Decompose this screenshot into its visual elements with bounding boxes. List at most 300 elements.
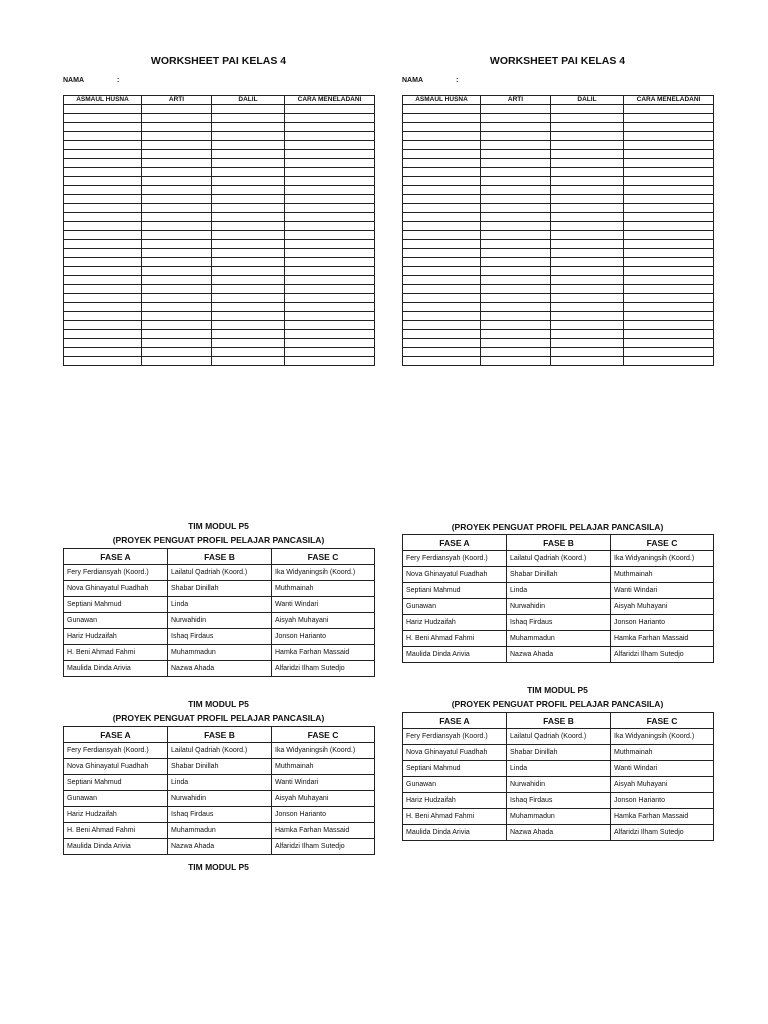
- table-cell[interactable]: [551, 132, 624, 141]
- table-cell[interactable]: [624, 312, 714, 321]
- table-cell[interactable]: [64, 141, 142, 150]
- table-cell[interactable]: [403, 267, 481, 276]
- table-cell[interactable]: [212, 123, 285, 132]
- table-cell[interactable]: [481, 168, 551, 177]
- table-cell[interactable]: [403, 240, 481, 249]
- table-cell[interactable]: [285, 105, 375, 114]
- table-cell[interactable]: [212, 267, 285, 276]
- table-cell[interactable]: [481, 357, 551, 366]
- table-cell[interactable]: [212, 132, 285, 141]
- table-cell[interactable]: [142, 168, 212, 177]
- table-cell[interactable]: [64, 123, 142, 132]
- table-cell[interactable]: [142, 222, 212, 231]
- table-cell[interactable]: [481, 150, 551, 159]
- table-cell[interactable]: [551, 258, 624, 267]
- member-name: Muthmainah: [611, 745, 714, 761]
- table-cell[interactable]: [64, 357, 142, 366]
- table-cell[interactable]: [551, 222, 624, 231]
- table-cell[interactable]: [142, 240, 212, 249]
- table-cell[interactable]: [64, 249, 142, 258]
- table-cell[interactable]: [142, 114, 212, 123]
- table-row: [64, 339, 375, 348]
- table-cell[interactable]: [481, 267, 551, 276]
- table-cell[interactable]: [212, 195, 285, 204]
- table-cell[interactable]: [551, 177, 624, 186]
- table-row: [403, 195, 714, 204]
- table-row: [64, 743, 375, 759]
- table-cell[interactable]: [212, 213, 285, 222]
- table-cell[interactable]: [481, 231, 551, 240]
- table-row: [64, 141, 375, 150]
- table-cell[interactable]: [403, 321, 481, 330]
- table-cell[interactable]: [142, 177, 212, 186]
- table-cell[interactable]: [624, 276, 714, 285]
- table-cell[interactable]: [481, 213, 551, 222]
- table-cell[interactable]: [403, 195, 481, 204]
- table-cell[interactable]: [624, 249, 714, 258]
- table-cell[interactable]: [551, 312, 624, 321]
- member-name: Aisyah Muhayani: [272, 613, 375, 629]
- table-cell[interactable]: [551, 285, 624, 294]
- table-cell[interactable]: [481, 186, 551, 195]
- table-cell[interactable]: [403, 303, 481, 312]
- table-cell[interactable]: [481, 258, 551, 267]
- table-cell[interactable]: [142, 141, 212, 150]
- table-cell[interactable]: [403, 123, 481, 132]
- worksheet-title: WORKSHEET PAI KELAS 4: [150, 55, 287, 67]
- table-cell[interactable]: [481, 276, 551, 285]
- table-cell[interactable]: [551, 105, 624, 114]
- member-name: Maulida Dinda Arivia: [64, 661, 168, 677]
- member-name: Nazwa Ahada: [507, 647, 611, 663]
- table-cell[interactable]: [285, 141, 375, 150]
- table-cell[interactable]: [212, 114, 285, 123]
- table-cell[interactable]: [403, 339, 481, 348]
- table-cell[interactable]: [481, 330, 551, 339]
- table-cell[interactable]: [142, 258, 212, 267]
- table-cell[interactable]: [285, 240, 375, 249]
- table-cell[interactable]: [481, 285, 551, 294]
- table-cell[interactable]: [403, 168, 481, 177]
- table-cell[interactable]: [64, 339, 142, 348]
- table-row: [403, 647, 714, 663]
- table-cell[interactable]: [212, 249, 285, 258]
- member-name: Wanti Windari: [611, 761, 714, 777]
- table-cell[interactable]: [285, 231, 375, 240]
- table-cell[interactable]: [481, 105, 551, 114]
- table-cell[interactable]: [64, 195, 142, 204]
- table-row: [403, 150, 714, 159]
- table-cell[interactable]: [285, 267, 375, 276]
- col-header-dalil: DALIL: [212, 96, 285, 105]
- table-cell[interactable]: [624, 357, 714, 366]
- table-cell[interactable]: [64, 312, 142, 321]
- table-cell[interactable]: [212, 231, 285, 240]
- table-cell[interactable]: [551, 240, 624, 249]
- table-cell[interactable]: [624, 105, 714, 114]
- table-cell[interactable]: [403, 312, 481, 321]
- table-row: [64, 150, 375, 159]
- table-cell[interactable]: [64, 321, 142, 330]
- table-cell[interactable]: [64, 330, 142, 339]
- table-row: [64, 195, 375, 204]
- table-cell[interactable]: [551, 195, 624, 204]
- table-cell[interactable]: [403, 330, 481, 339]
- table-cell[interactable]: [142, 159, 212, 168]
- table-cell[interactable]: [64, 159, 142, 168]
- table-row: [403, 339, 714, 348]
- table-cell[interactable]: [285, 186, 375, 195]
- table-row: [403, 132, 714, 141]
- col-header-fase-b: FASE B: [507, 535, 611, 551]
- table-cell[interactable]: [624, 267, 714, 276]
- table-cell[interactable]: [403, 294, 481, 303]
- table-cell[interactable]: [142, 294, 212, 303]
- member-name: Septiani Mahmud: [403, 583, 507, 599]
- table-cell[interactable]: [624, 303, 714, 312]
- table-cell[interactable]: [142, 150, 212, 159]
- table-cell[interactable]: [212, 276, 285, 285]
- table-cell[interactable]: [624, 141, 714, 150]
- table-row: [403, 321, 714, 330]
- member-name: Shabar Dinillah: [507, 745, 611, 761]
- table-cell[interactable]: [212, 285, 285, 294]
- member-name: Nova Ghinayatul Fuadhah: [403, 567, 507, 583]
- table-cell[interactable]: [481, 312, 551, 321]
- table-cell[interactable]: [64, 240, 142, 249]
- table-cell[interactable]: [142, 195, 212, 204]
- member-name: Gunawan: [64, 613, 168, 629]
- table-cell[interactable]: [142, 348, 212, 357]
- table-cell[interactable]: [285, 312, 375, 321]
- table-row: [64, 581, 375, 597]
- table-cell[interactable]: [551, 213, 624, 222]
- table-cell[interactable]: [403, 105, 481, 114]
- table-cell[interactable]: [285, 258, 375, 267]
- nama-text: NAMA: [402, 77, 423, 84]
- table-cell[interactable]: [551, 123, 624, 132]
- table-cell[interactable]: [142, 321, 212, 330]
- table-row: [64, 267, 375, 276]
- table-cell[interactable]: [142, 204, 212, 213]
- table-cell[interactable]: [142, 267, 212, 276]
- table-cell[interactable]: [624, 186, 714, 195]
- col-header-fase-a: FASE A: [64, 727, 168, 743]
- table-cell[interactable]: [481, 177, 551, 186]
- col-header-cara-meneladani: CARA MENELADANI: [285, 96, 375, 105]
- table-cell[interactable]: [142, 276, 212, 285]
- table-cell[interactable]: [624, 339, 714, 348]
- member-name: Alfaridzi Ilham Sutedjo: [272, 839, 375, 855]
- table-cell[interactable]: [285, 132, 375, 141]
- table-cell[interactable]: [551, 267, 624, 276]
- table-cell[interactable]: [64, 231, 142, 240]
- member-name: Nurwahidin: [168, 613, 272, 629]
- table-cell[interactable]: [212, 150, 285, 159]
- table-cell[interactable]: [624, 231, 714, 240]
- table-cell[interactable]: [285, 177, 375, 186]
- table-cell[interactable]: [64, 177, 142, 186]
- table-cell[interactable]: [551, 150, 624, 159]
- table-cell[interactable]: [551, 294, 624, 303]
- table-cell[interactable]: [481, 222, 551, 231]
- table-cell[interactable]: [624, 285, 714, 294]
- table-cell[interactable]: [285, 150, 375, 159]
- table-cell[interactable]: [403, 159, 481, 168]
- table-cell[interactable]: [624, 159, 714, 168]
- table-cell[interactable]: [551, 114, 624, 123]
- table-cell[interactable]: [624, 123, 714, 132]
- table-cell[interactable]: [551, 303, 624, 312]
- table-cell[interactable]: [64, 150, 142, 159]
- table-cell[interactable]: [285, 168, 375, 177]
- table-cell[interactable]: [403, 357, 481, 366]
- table-row: [403, 258, 714, 267]
- table-cell[interactable]: [285, 321, 375, 330]
- member-name: Ika Widyaningsih (Koord.): [611, 551, 714, 567]
- table-cell[interactable]: [212, 348, 285, 357]
- table-cell[interactable]: [285, 222, 375, 231]
- member-name: Linda: [168, 775, 272, 791]
- table-cell[interactable]: [285, 159, 375, 168]
- table-cell[interactable]: [64, 285, 142, 294]
- table-cell[interactable]: [64, 294, 142, 303]
- table-cell[interactable]: [403, 222, 481, 231]
- table-cell[interactable]: [481, 159, 551, 168]
- member-name: Nurwahidin: [507, 777, 611, 793]
- table-cell[interactable]: [285, 339, 375, 348]
- table-cell[interactable]: [142, 186, 212, 195]
- table-row: [64, 240, 375, 249]
- table-cell[interactable]: [285, 330, 375, 339]
- table-cell[interactable]: [481, 141, 551, 150]
- member-name: Wanti Windari: [272, 597, 375, 613]
- table-cell[interactable]: [624, 294, 714, 303]
- table-cell[interactable]: [481, 114, 551, 123]
- table-cell[interactable]: [285, 303, 375, 312]
- table-cell[interactable]: [551, 168, 624, 177]
- table-row: [403, 114, 714, 123]
- table-cell[interactable]: [64, 132, 142, 141]
- table-cell[interactable]: [142, 339, 212, 348]
- table-cell[interactable]: [551, 159, 624, 168]
- table-cell[interactable]: [64, 303, 142, 312]
- table-cell[interactable]: [64, 105, 142, 114]
- table-cell[interactable]: [212, 321, 285, 330]
- member-name: Nova Ghinayatul Fuadhah: [64, 759, 168, 775]
- table-cell[interactable]: [551, 249, 624, 258]
- table-cell[interactable]: [142, 132, 212, 141]
- member-name: Jonson Harianto: [272, 807, 375, 823]
- table-cell[interactable]: [212, 339, 285, 348]
- table-row: [403, 168, 714, 177]
- table-cell[interactable]: [285, 357, 375, 366]
- table-cell[interactable]: [142, 231, 212, 240]
- table-cell[interactable]: [624, 222, 714, 231]
- table-cell[interactable]: [142, 357, 212, 366]
- member-name: Jonson Harianto: [611, 793, 714, 809]
- table-cell[interactable]: [481, 195, 551, 204]
- table-cell[interactable]: [551, 339, 624, 348]
- table-cell[interactable]: [142, 285, 212, 294]
- table-cell[interactable]: [285, 195, 375, 204]
- member-name: Maulida Dinda Arivia: [403, 647, 507, 663]
- table-cell[interactable]: [212, 303, 285, 312]
- table-cell[interactable]: [212, 168, 285, 177]
- member-name: Linda: [168, 597, 272, 613]
- table-cell[interactable]: [481, 204, 551, 213]
- table-cell[interactable]: [64, 222, 142, 231]
- tim-table: [402, 712, 714, 841]
- table-cell[interactable]: [212, 258, 285, 267]
- member-name: Septiani Mahmud: [403, 761, 507, 777]
- table-cell[interactable]: [624, 240, 714, 249]
- table-cell[interactable]: [551, 231, 624, 240]
- table-row: [403, 348, 714, 357]
- member-name: Muthmainah: [272, 581, 375, 597]
- table-cell[interactable]: [212, 222, 285, 231]
- table-cell[interactable]: [624, 150, 714, 159]
- table-cell[interactable]: [403, 213, 481, 222]
- table-cell[interactable]: [212, 294, 285, 303]
- table-cell[interactable]: [142, 312, 212, 321]
- table-cell[interactable]: [403, 132, 481, 141]
- col-header-fase-c: FASE C: [272, 549, 375, 565]
- table-cell[interactable]: [64, 258, 142, 267]
- table-cell[interactable]: [403, 141, 481, 150]
- table-cell[interactable]: [64, 114, 142, 123]
- table-cell[interactable]: [64, 276, 142, 285]
- table-cell[interactable]: [481, 132, 551, 141]
- table-cell[interactable]: [64, 267, 142, 276]
- nama-label: [402, 77, 459, 84]
- table-cell[interactable]: [285, 213, 375, 222]
- table-cell[interactable]: [64, 348, 142, 357]
- table-cell[interactable]: [285, 294, 375, 303]
- table-cell[interactable]: [481, 249, 551, 258]
- table-cell[interactable]: [624, 168, 714, 177]
- table-cell[interactable]: [624, 177, 714, 186]
- table-cell[interactable]: [551, 348, 624, 357]
- table-row: [403, 825, 714, 841]
- table-cell[interactable]: [551, 321, 624, 330]
- tim-table: [402, 534, 714, 663]
- table-cell[interactable]: [285, 123, 375, 132]
- table-cell[interactable]: [624, 132, 714, 141]
- table-cell[interactable]: [481, 123, 551, 132]
- table-cell[interactable]: [212, 204, 285, 213]
- table-cell[interactable]: [403, 150, 481, 159]
- table-cell[interactable]: [403, 249, 481, 258]
- table-cell[interactable]: [64, 168, 142, 177]
- member-name: Maulida Dinda Arivia: [403, 825, 507, 841]
- table-cell[interactable]: [403, 285, 481, 294]
- table-cell[interactable]: [403, 258, 481, 267]
- table-cell[interactable]: [551, 186, 624, 195]
- table-cell[interactable]: [481, 303, 551, 312]
- table-cell[interactable]: [285, 276, 375, 285]
- table-cell[interactable]: [624, 330, 714, 339]
- table-row: [64, 312, 375, 321]
- table-cell[interactable]: [551, 204, 624, 213]
- table-cell[interactable]: [212, 141, 285, 150]
- member-name: Wanti Windari: [611, 583, 714, 599]
- table-cell[interactable]: [481, 321, 551, 330]
- table-row: [64, 105, 375, 114]
- table-cell[interactable]: [551, 357, 624, 366]
- table-cell[interactable]: [403, 177, 481, 186]
- table-cell[interactable]: [481, 294, 551, 303]
- table-cell[interactable]: [481, 348, 551, 357]
- table-cell[interactable]: [142, 105, 212, 114]
- table-cell[interactable]: [142, 123, 212, 132]
- table-cell[interactable]: [481, 339, 551, 348]
- table-cell[interactable]: [212, 105, 285, 114]
- table-cell[interactable]: [285, 348, 375, 357]
- member-name: H. Beni Ahmad Fahmi: [403, 631, 507, 647]
- table-cell[interactable]: [142, 213, 212, 222]
- table-cell[interactable]: [551, 141, 624, 150]
- table-cell[interactable]: [624, 258, 714, 267]
- table-cell[interactable]: [212, 330, 285, 339]
- table-cell[interactable]: [624, 321, 714, 330]
- table-cell[interactable]: [285, 114, 375, 123]
- table-cell[interactable]: [212, 177, 285, 186]
- table-cell[interactable]: [212, 159, 285, 168]
- table-cell[interactable]: [285, 249, 375, 258]
- table-cell[interactable]: [624, 213, 714, 222]
- member-name: Ika Widyaningsih (Koord.): [272, 565, 375, 581]
- table-cell[interactable]: [64, 213, 142, 222]
- worksheet-title: WORKSHEET PAI KELAS 4: [489, 55, 626, 67]
- table-cell[interactable]: [403, 276, 481, 285]
- table-cell[interactable]: [64, 204, 142, 213]
- table-cell[interactable]: [64, 186, 142, 195]
- table-cell[interactable]: [551, 276, 624, 285]
- table-cell[interactable]: [285, 285, 375, 294]
- table-row: [403, 159, 714, 168]
- member-name: Lailatul Qadriah (Koord.): [507, 729, 611, 745]
- table-row: [403, 745, 714, 761]
- table-row: [403, 729, 714, 745]
- table-row: [64, 222, 375, 231]
- table-cell[interactable]: [212, 357, 285, 366]
- table-cell[interactable]: [403, 186, 481, 195]
- table-cell[interactable]: [624, 348, 714, 357]
- table-cell[interactable]: [551, 330, 624, 339]
- table-cell[interactable]: [481, 240, 551, 249]
- table-cell[interactable]: [403, 114, 481, 123]
- table-cell[interactable]: [142, 249, 212, 258]
- table-cell[interactable]: [212, 186, 285, 195]
- table-cell[interactable]: [403, 231, 481, 240]
- table-cell[interactable]: [142, 303, 212, 312]
- table-cell[interactable]: [142, 330, 212, 339]
- table-row: [64, 613, 375, 629]
- table-cell[interactable]: [212, 240, 285, 249]
- table-cell[interactable]: [624, 204, 714, 213]
- member-name: Lailatul Qadriah (Koord.): [507, 551, 611, 567]
- table-cell[interactable]: [403, 348, 481, 357]
- table-row: [403, 312, 714, 321]
- table-cell[interactable]: [624, 114, 714, 123]
- table-cell[interactable]: [403, 204, 481, 213]
- table-row: [403, 267, 714, 276]
- member-name: H. Beni Ahmad Fahmi: [403, 809, 507, 825]
- table-cell[interactable]: [624, 195, 714, 204]
- table-cell[interactable]: [285, 204, 375, 213]
- table-cell[interactable]: [212, 312, 285, 321]
